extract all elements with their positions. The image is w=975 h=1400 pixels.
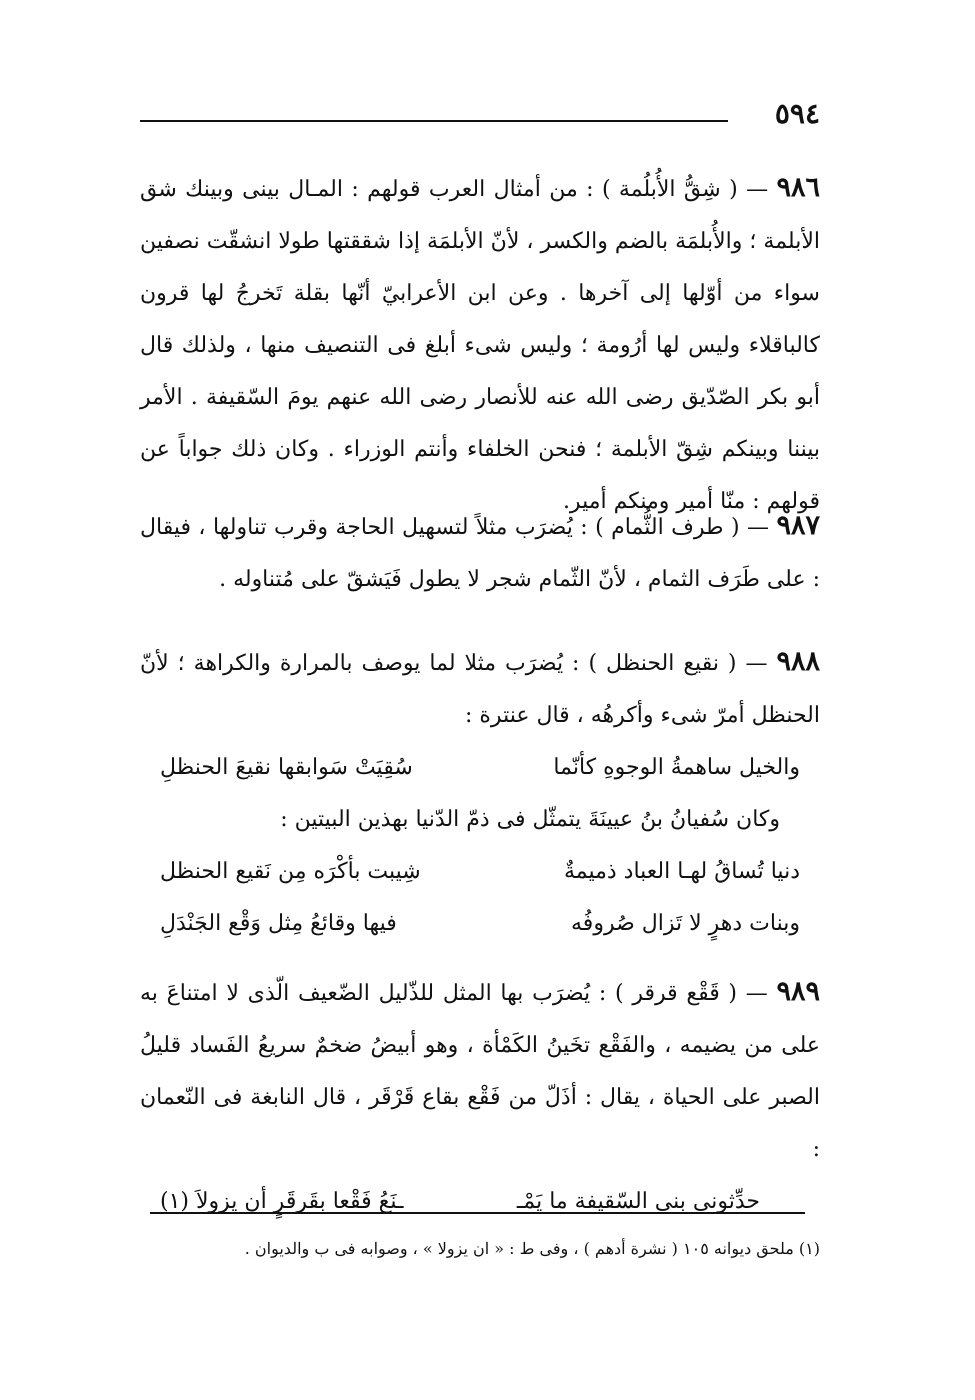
- entry-988: [140, 636, 820, 950]
- entry-text: ( قَقْع قرقر ) : يُضرَب بها المثل للذّليل الضّعيف الّذى لا امتناعَ به على من يضيمه ، والفَقْع تخَينُ الكَمْأة ، وهو أبيضُ ضخمٌ سريعُ الفَساد قليلُ الصبر على الحياة ، يقال : أذَلّ من فَقْع بقاع قَرْقَر ، قال النابغة فى النّعمان :: [140, 981, 820, 1162]
- verse-hemistich-left: شِيبت بأكْرَه مِن نَقيع الحنظل: [160, 859, 421, 884]
- entry-number: ٩٨٩: [776, 976, 820, 1007]
- entry-text: ( نقيع الحنظل ) : يُضرَب مثلا لما يوصف بالمرارة والكراهة ؛ لأنّ الحنظل أمرّ شىء وأكرهُه ، قال عنترة :: [140, 651, 820, 728]
- entry-dash: —: [736, 651, 777, 676]
- verse-hemistich-left: ـنَعُ فَقْعا بقَرقَرٍ أن يزولاَ (١): [160, 1189, 404, 1214]
- entry-987: [140, 500, 820, 606]
- entry-paragraph: [140, 162, 820, 528]
- verse-line: [140, 742, 820, 794]
- header-rule: [140, 120, 728, 122]
- entry-986: [140, 162, 820, 528]
- prose-line: وكان سُفيانُ بنُ عيينَةَ يتمثّل فى ذمّ الدّنيا بهذين البيتين :: [280, 807, 780, 832]
- verse-hemistich-left: فيها وقائعُ مِثل وَقْع الجَنْدَلِ: [160, 911, 397, 936]
- entry-number: ٩٨٨: [776, 646, 820, 677]
- entry-paragraph: [140, 636, 820, 742]
- entry-text: ( شِقُّ الأُبلُمة ) : من أمثال العرب قولهم : المـال بينى وبينك شق الأبلمة ؛ والأُبلمَة بالضم والكسر ، لأنّ الأبلمَة إذا شققتها طولا انشقّت نصفين سواء من أوّلها إلى آخرها . وعن ابن الأعرابيّ أنّها بقلة تَخرجُ لها قرون كالباقلاء وليس لها أرُومة ؛ وليس شىء أبلغ فى التنصيف منها ، ولذلك قال أبو بكر الصّدّيق رضى الله عنه للأنصار رضى الله عنهم يومَ السّقيفة . الأمر بيننا وبينكم شِقّ الأبلمة ؛ فنحن الخلفاء وأنتم الوزراء . وكان ذلك جواباً عن قولهم : منّا أمير ومنكم أمير.: [140, 177, 820, 514]
- entry-dash: —: [739, 515, 777, 540]
- verse-hemistich-right: دنيا تُساقُ لهـا العباد ذميمةٌ: [563, 859, 800, 884]
- verse-line: [140, 846, 820, 898]
- entry-dash: —: [737, 177, 777, 202]
- footnote: (١) ملحق ديوانه ١٠٥ ( نشرة أدهم ) ، وفى ط : « ان يزولا » ، وصوابه فى ب والديوان .: [244, 1239, 820, 1258]
- verse-hemistich-right: والخيل ساهمةُ الوجوهِ كأنّما: [553, 755, 800, 780]
- entry-paragraph: [140, 500, 820, 606]
- verse-hemistich-left: سُقِيَتْ سَوابقها نقيعَ الحنظلِ: [160, 755, 413, 780]
- entry-number: ٩٨٧: [776, 510, 820, 541]
- entry-text: ( طرف الثُّمام ) : يُضرَب مثلاً لتسهيل الحاجة وقرب تناولها ، فيقال : على طَرَف الثمام ، لأنّ الثّمام شجر لا يطول فَيَشقّ على مُتناوله .: [140, 515, 820, 592]
- footnote-rule: [150, 1212, 805, 1214]
- verse-hemistich-right: وبنات دهرٍ لا تَزال صُروفُه: [571, 911, 800, 936]
- page-number: ٥٩٤: [774, 97, 820, 130]
- entry-paragraph: [140, 966, 820, 1176]
- entry-dash: —: [737, 981, 777, 1006]
- page-header: [140, 96, 820, 136]
- verse-line: [140, 1176, 820, 1228]
- verse-line: [140, 898, 820, 950]
- entry-989: [140, 966, 820, 1228]
- verse-hemistich-right: حدِّثونى بنى السّقيفة ما يَمْـ: [516, 1189, 760, 1214]
- entry-number: ٩٨٦: [776, 172, 820, 203]
